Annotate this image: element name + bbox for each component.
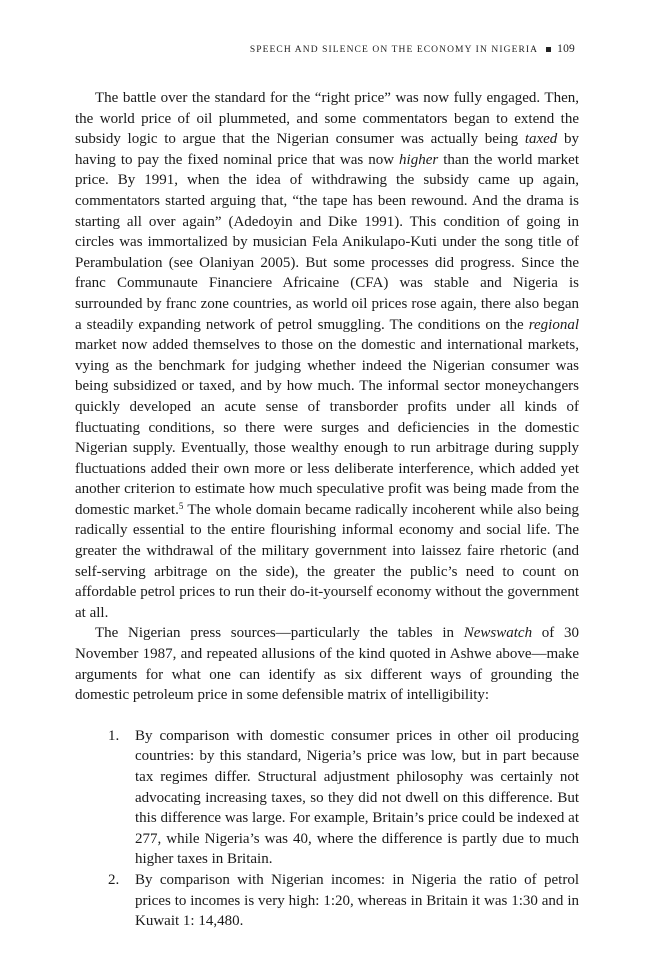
list-item-number: 2. bbox=[108, 871, 120, 888]
text-run: The Nigerian press sources—particularly the tables in bbox=[95, 625, 464, 642]
list-item bbox=[75, 870, 579, 932]
running-title: SPEECH AND SILENCE ON THE ECONOMY IN NIGERIA bbox=[249, 45, 539, 55]
text-run: of 30 November 1987, and repeated allusions of the kind quoted in Ashwe above—make arguments for what one can identify as six different ways of grounding the domestic petroleum price in some defensible matrix of intelligibility: bbox=[75, 625, 580, 704]
list-item-text: By comparison with domestic consumer prices in other oil producing countries: by this standard, Nigeria’s price was low, but in part because tax regimes differ. Structural adjustment philosophy was certainly not advocating increasing taxes, so they did not dwell on this difference. But this difference was large. For example, Britain’s price could be indexed at 277, while Nigeria’s was 40, where the difference is partly due to much higher taxes in Britain. bbox=[135, 727, 579, 868]
square-bullet-icon bbox=[546, 47, 551, 52]
running-head bbox=[250, 43, 575, 55]
paragraph-1 bbox=[75, 88, 579, 623]
italic-text: higher bbox=[399, 151, 439, 168]
footnote-marker: 5 bbox=[178, 500, 184, 511]
text-run: The whole domain became radically incoherent while also being radically essential to the entire flourishing informal economy and social life. The greater the withdrawal of the military government into laissez faire rhetoric (and self-serving arbitrage on the side), the greater the public’s need to count on affordable petrol prices to run their do-it-yourself economy without the government at all. bbox=[75, 501, 579, 621]
numbered-list bbox=[75, 726, 579, 932]
italic-text: taxed bbox=[524, 131, 558, 148]
text-run: by having to pay the fixed nominal price that was now bbox=[75, 131, 579, 168]
text-run: than the world market price. By 1991, when the idea of withdrawing the subsidy came up again, commentators started arguing that, “the tape has been rewound. And the drama is starting all over again” (Adedoyin and Dike 1991). This condition of going in circles was immortalized by musician Fela Anikulapo-Kuti under the song title of Perambulation (see Olaniyan 2005). But some processes did progress. Since the franc Communaute Financiere Africaine (CFA) was stable and Nigeria is surrounded by franc zone countries, as world oil prices rose again, there also began a steadily expanding network of petrol smuggling. The conditions on the bbox=[75, 151, 579, 333]
body-text bbox=[75, 88, 579, 932]
list-item bbox=[75, 726, 579, 870]
paragraph-2 bbox=[75, 623, 579, 705]
italic-text: regional bbox=[528, 316, 579, 333]
text-run: market now added themselves to those on the domestic and international markets, vying as the benchmark for judging whether indeed the Nigerian consumer was being subsidized or taxed, and by how much. The informal sector moneychangers quickly developed an acute sense of transborder profits under all kinds of fluctuating conditions, so there were surges and deficiencies in the domestic Nigerian supply. Eventually, those wealthy enough to run arbitrage during supply fluctuations added their own more or less deliberate interference, which added yet another criterion to estimate how much speculative profit was being made from the domestic market. bbox=[75, 337, 579, 518]
list-item-text: By comparison with Nigerian incomes: in Nigeria the ratio of petrol prices to incomes is very high: 1:20, whereas in Britain it was 1:30 and in Kuwait 1: 14,480. bbox=[135, 871, 579, 930]
list-item-number: 1. bbox=[108, 727, 120, 744]
italic-text: Newswatch bbox=[463, 625, 533, 642]
text-run: The battle over the standard for the “right price” was now fully engaged. Then, the world price of oil plummeted, and some commentators began to extend the subsidy logic to argue that the Nigerian consumer was actually being bbox=[75, 90, 579, 148]
page-number: 109 bbox=[557, 43, 575, 55]
